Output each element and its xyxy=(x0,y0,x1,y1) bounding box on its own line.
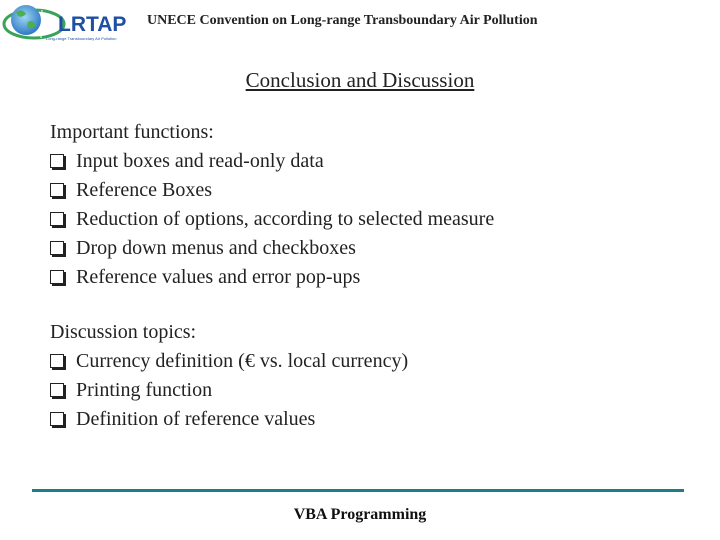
list-item: Currency definition (€ vs. local currency) xyxy=(50,347,408,376)
important-heading: Important functions: xyxy=(50,121,214,143)
checkbox-bullet-icon xyxy=(50,354,64,368)
lrtap-logo xyxy=(2,2,137,42)
slide-title: Conclusion and Discussion xyxy=(245,68,475,92)
list-item: Printing function xyxy=(50,376,408,405)
checkbox-bullet-icon xyxy=(50,412,64,426)
important-functions-section xyxy=(50,118,494,292)
footer-divider xyxy=(32,489,684,492)
discussion-topics-section xyxy=(50,318,408,434)
list-item: Input boxes and read-only data xyxy=(50,147,494,176)
checkbox-bullet-icon xyxy=(50,212,64,226)
svg-text:Long-range Transboundary Air P: Long-range Transboundary Air Pollution xyxy=(46,36,117,41)
footer-label: VBA Programming xyxy=(293,506,427,523)
list-item: Drop down menus and checkboxes xyxy=(50,234,494,263)
discussion-heading: Discussion topics: xyxy=(50,321,197,343)
header-title: UNECE Convention on Long-range Transboundary Air Pollution xyxy=(147,13,538,28)
list-item: Reference values and error pop-ups xyxy=(50,263,494,292)
checkbox-bullet-icon xyxy=(50,183,64,197)
svg-text:LRTAP: LRTAP xyxy=(58,13,127,36)
checkbox-bullet-icon xyxy=(50,383,64,397)
list-item: Definition of reference values xyxy=(50,405,408,434)
checkbox-bullet-icon xyxy=(50,270,64,284)
checkbox-bullet-icon xyxy=(50,241,64,255)
list-item: Reference Boxes xyxy=(50,176,494,205)
list-item: Reduction of options, according to selected measure xyxy=(50,205,494,234)
checkbox-bullet-icon xyxy=(50,154,64,168)
